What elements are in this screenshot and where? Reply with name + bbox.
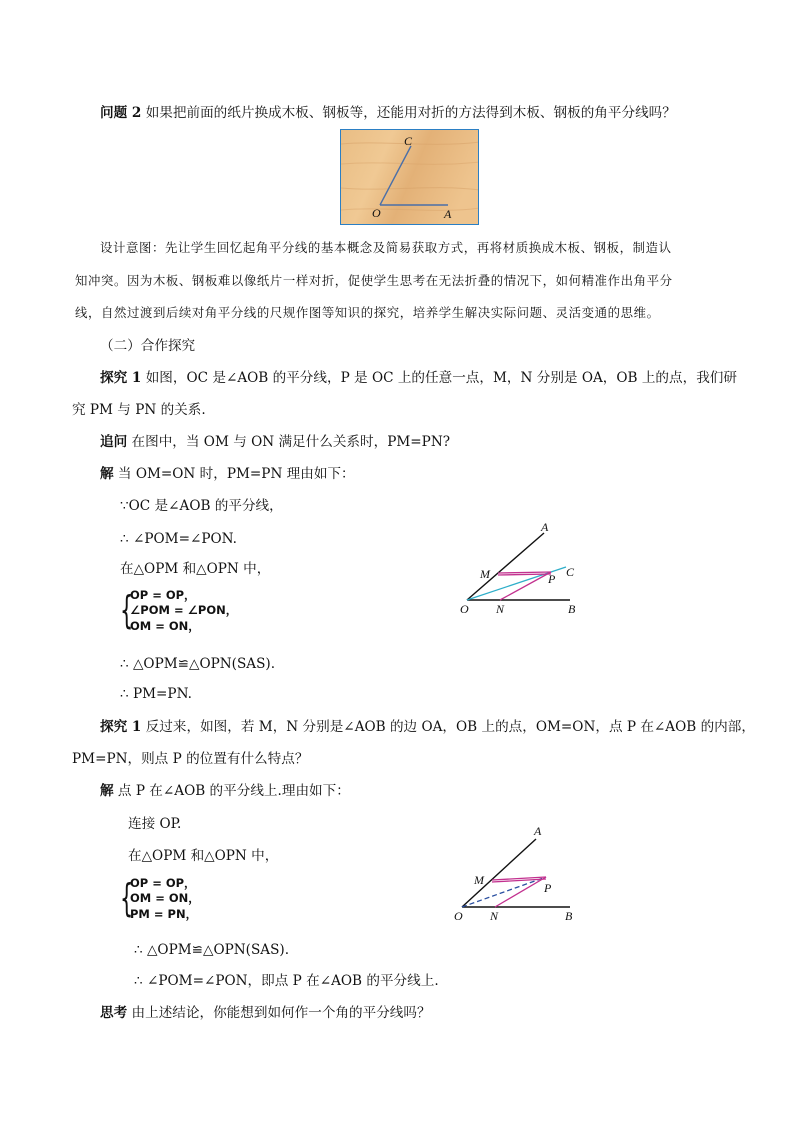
- system2-line-2: OM = ON，: [130, 891, 200, 905]
- angle-bisector-figure-2: [450, 822, 590, 927]
- solution2-label: 解: [100, 783, 114, 799]
- explore1-line-1: [100, 368, 737, 388]
- wood-label-c: C: [404, 134, 413, 148]
- wood-label-a: A: [444, 207, 452, 221]
- system1-line-3: OM = ON，: [130, 619, 200, 633]
- fig1-label-a: A: [541, 520, 549, 534]
- fig1-label-o: O: [460, 602, 469, 616]
- wood-label-o: O: [372, 206, 381, 220]
- design-intent-line-2: 知冲突。因为木板、钢板难以像纸片一样对折，促使学生思考在无法折叠的情况下，如何精准作出角平分: [75, 273, 673, 288]
- fig1-label-c: C: [566, 565, 575, 579]
- question2-text: 如果把前面的纸片换成木板、钢板等，还能用对折的方法得到木板、钢板的角平分线吗？: [145, 105, 676, 121]
- fig2-label-a: A: [534, 824, 542, 838]
- fig2-label-n: N: [490, 909, 499, 923]
- solution1-step-5: ∴ PM=PN.: [120, 686, 192, 702]
- equation-system-1: [120, 588, 280, 636]
- solution1-step-4: ∴ △OPM≌△OPN(SAS).: [120, 656, 276, 672]
- explore1b-line-2: PM=PN，则点 P 的位置有什么特点？: [72, 751, 309, 767]
- solution1-intro-text: 当 OM=ON 时，PM=PN 理由如下：: [117, 466, 355, 482]
- explore1-text: 如图，OC 是∠AOB 的平分线，P 是 OC 上的任意一点，M，N 分别是 OA，OB 上的点，我们研: [145, 370, 737, 386]
- angle-bisector-figure-1: [450, 515, 590, 620]
- fig2-label-m: M: [474, 873, 484, 887]
- brace-2: {: [120, 876, 134, 920]
- explore1b-line-1: [100, 717, 755, 737]
- design-intent-line-1: 设计意图：先让学生回忆起角平分线的基本概念及简易获取方式，再将材质换成木板、钢板，制造认: [100, 240, 672, 255]
- system1-line-1: OP = OP，: [130, 588, 196, 602]
- solution1-label: 解: [100, 466, 114, 482]
- solution2-step-3: ∴ △OPM≌△OPN(SAS).: [134, 942, 290, 958]
- question2-label: 问题 2: [100, 105, 142, 121]
- fig2-label-o: O: [454, 909, 463, 923]
- fig1-label-m: M: [480, 567, 490, 581]
- think: [100, 1003, 431, 1023]
- fig1-label-p: P: [548, 572, 556, 586]
- solution2-step-4: ∴ ∠POM=∠PON，即点 P 在∠AOB 的平分线上.: [134, 973, 439, 989]
- wood-board-svg: [341, 130, 479, 225]
- system2-line-3: PM = PN，: [130, 907, 198, 921]
- brace-1: {: [120, 588, 134, 632]
- solution1-intro: [100, 464, 355, 484]
- fig2-label-p: P: [544, 881, 552, 895]
- solution1-step-3: 在△OPM 和△OPN 中，: [120, 561, 271, 577]
- explore1b-label: 探究 1: [100, 719, 142, 735]
- solution2-intro: [100, 781, 350, 801]
- system1-line-2: ∠POM = ∠PON，: [130, 603, 238, 617]
- think-label: 思考: [100, 1005, 128, 1021]
- followup-text: 在图中，当 OM 与 ON 满足什么关系时，PM=PN?: [131, 434, 450, 450]
- wood-board-figure: [340, 129, 479, 225]
- explore1-line-2: 究 PM 与 PN 的关系.: [72, 402, 206, 418]
- explore1-label: 探究 1: [100, 370, 142, 386]
- section-title: （二）合作探究: [100, 338, 196, 354]
- explore1b-text: 反过来，如图，若 M，N 分别是∠AOB 的边 OA，OB 上的点，OM=ON，点 P 在∠AOB 的内部，: [145, 719, 755, 735]
- solution2-step-2: 在△OPM 和△OPN 中，: [128, 848, 279, 864]
- design-intent-line-3: 线，自然过渡到后续对角平分线的尺规作图等知识的探究，培养学生解决实际问题、灵活变通的思维。: [75, 305, 660, 320]
- fig1-label-b: B: [568, 602, 576, 616]
- solution2-intro-text: 点 P 在∠AOB 的平分线上.理由如下：: [117, 783, 350, 799]
- followup-label: 追问: [100, 434, 128, 450]
- solution2-step-1: 连接 OP.: [128, 816, 182, 832]
- solution1-step-1: ∵OC 是∠AOB 的平分线，: [120, 498, 283, 514]
- solution1-step-2: ∴ ∠POM=∠PON.: [120, 531, 237, 547]
- system2-line-1: OP = OP，: [130, 876, 196, 890]
- followup: [100, 432, 450, 452]
- think-text: 由上述结论，你能想到如何作一个角的平分线吗？: [131, 1005, 431, 1021]
- fig2-label-b: B: [565, 909, 573, 923]
- equation-system-2: [120, 876, 280, 924]
- question2: [100, 103, 676, 123]
- fig1-label-n: N: [496, 602, 505, 616]
